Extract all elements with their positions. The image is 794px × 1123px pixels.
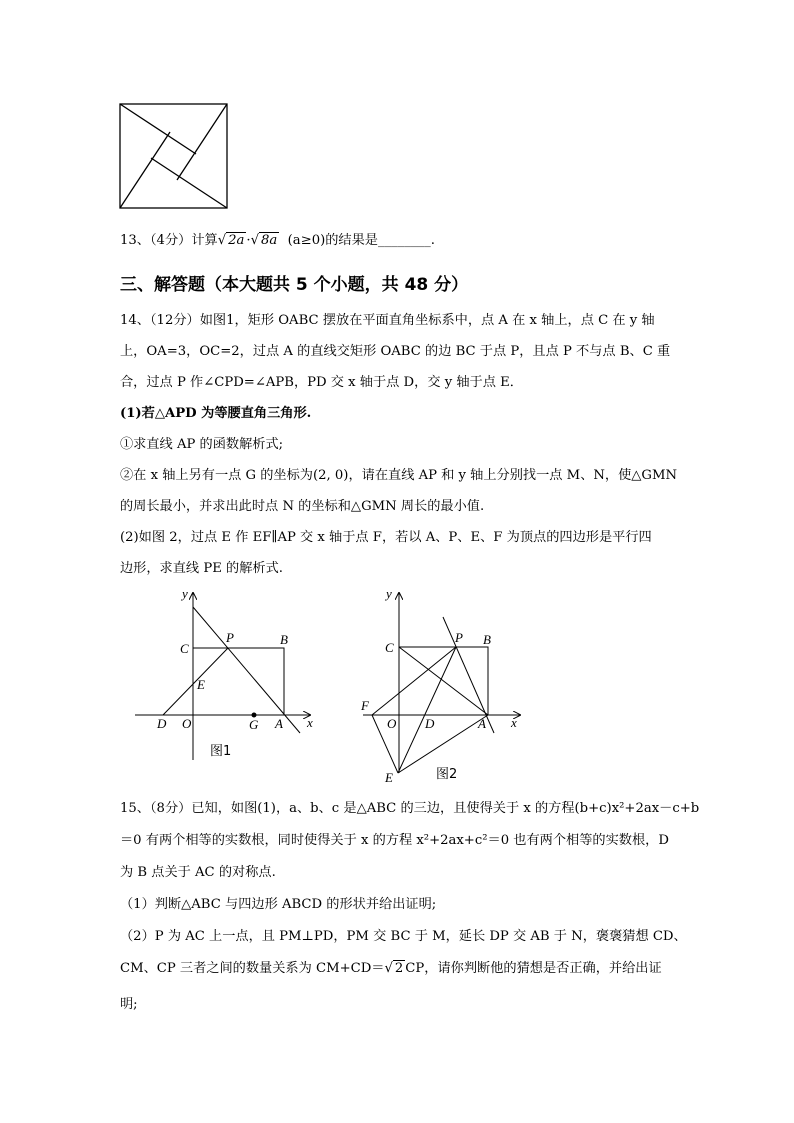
q14-line: ①求直线 AP 的函数解析式; (120, 437, 284, 452)
section-heading: 三、解答题（本大题共 5 个小题，共 48 分） (120, 275, 469, 295)
label-A: A (275, 716, 283, 731)
q14-line: (1)若△APD 为等腰直角三角形. (120, 406, 312, 421)
q15-line: （2）P 为 AC 上一点，且 PM⊥PD，PM 交 BC 于 M，延长 DP 交 AB 于 N，褒褒猜想 CD、 (120, 929, 687, 944)
q14-line: 合，过点 P 作∠CPD=∠APB，PD 交 x 轴于点 D，交 y 轴于点 E． (120, 375, 523, 390)
q14-line: 上，OA=3，OC=2，过点 A 的直线交矩形 OABC 的边 BC 于点 P，且点 P 不与点 B、C 重 (120, 344, 671, 359)
q14-line: ②在 x 轴上另有一点 G 的坐标为(2, 0)，请在直线 AP 和 y 轴上分别找一点 M、N，使△GMN (120, 468, 678, 483)
q15-line: 15、（8分）已知，如图(1)，a、b、c 是△ABC 的三边，且使得关于 x 的方程(b+c)x²+2ax－c+b (120, 801, 700, 816)
answer-blank: ________ (377, 233, 431, 248)
q13-condition: (a≥0)的结果是 (287, 233, 378, 248)
label-x: x (307, 715, 313, 730)
label-E: E (385, 770, 393, 785)
q14-line: 的周长最小，并求出此时点 N 的坐标和△GMN 周长的最小值. (120, 499, 485, 514)
q14-line: 14、（12分）如图1，矩形 OABC 摆放在平面直角坐标系中，点 A 在 x 轴上，点 C 在 y 轴 (120, 313, 655, 328)
label-y: y (182, 586, 188, 601)
pinwheel-line (120, 104, 196, 154)
label-A: A (478, 716, 486, 731)
q15-line (120, 959, 662, 979)
q15-line: 为 B 点关于 AC 的对称点. (120, 865, 276, 880)
rectangle-OABC (193, 648, 284, 715)
label-B: B (280, 632, 288, 647)
sqrt-2a: √ 2a (217, 233, 245, 248)
label-O: O (387, 716, 397, 731)
q15-line6-start: CM、CP 三者之间的数量关系为 CM+CD＝ (120, 961, 385, 976)
sqrt-2: √ 2 (384, 961, 404, 976)
figure-2 (358, 585, 528, 785)
q14-line: (2)如图 2，过点 E 作 EF∥AP 交 x 轴于点 F，若以 A、P、E、F 为顶点的四边形是平行四 (120, 530, 652, 545)
sqrt-8a: √ 8a (250, 233, 278, 248)
dot-operator: · (246, 233, 251, 248)
question-13 (120, 231, 435, 251)
label-P: P (226, 630, 234, 645)
q15-line6-end: CP，请你判断他的猜想是否正确，并给出证 (405, 961, 662, 976)
pinwheel-line (177, 104, 227, 180)
figure-2-caption: 图2 (436, 767, 458, 782)
label-F: F (361, 698, 369, 713)
label-B: B (483, 632, 491, 647)
pinwheel-line (120, 132, 170, 208)
outer-square (120, 104, 227, 208)
q15-line: ＝0 有两个相等的实数根，同时使得关于 x 的方程 x²+2ax+c²＝0 也有两个相等的实数根，D (120, 833, 669, 848)
figure-1-caption: 图1 (210, 744, 232, 759)
label-y: y (386, 586, 392, 601)
label-O: O (182, 716, 192, 731)
label-D: D (157, 716, 167, 731)
pinwheel-line (151, 158, 227, 208)
line-PD (163, 648, 228, 715)
label-C: C (180, 641, 189, 656)
pinwheel-square-figure (118, 102, 230, 212)
label-E: E (197, 677, 205, 692)
label-P: P (455, 630, 463, 645)
q13-prefix: 13、（4分）计算 (120, 233, 218, 248)
q15-line: （1）判断△ABC 与四边形 ABCD 的形状并给出证明; (120, 897, 437, 912)
label-x: x (511, 715, 517, 730)
q15-line: 明; (120, 997, 138, 1012)
q13-period: . (430, 233, 435, 248)
label-G: G (249, 717, 259, 732)
q14-line: 边形，求直线 PE 的解析式. (120, 561, 283, 576)
label-C: C (385, 640, 394, 655)
label-D: D (425, 716, 435, 731)
figure-1 (130, 585, 330, 770)
